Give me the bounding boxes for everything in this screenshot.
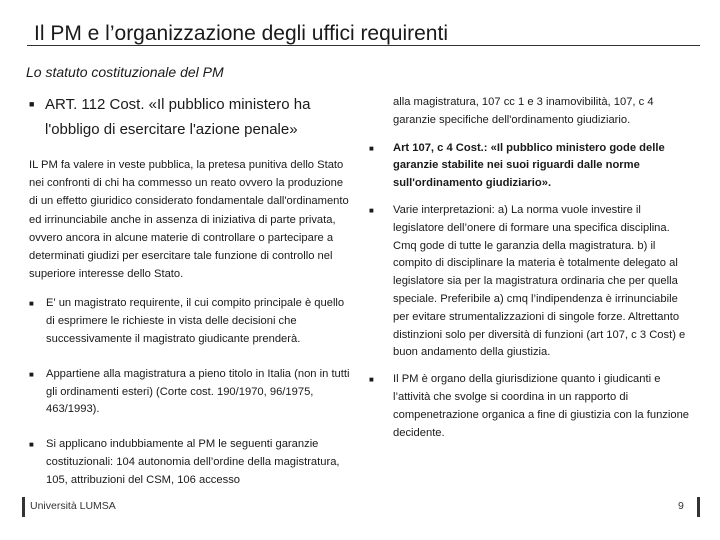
garanzie-text: Si applicano indubbiamente al PM le seguenti garanzie costituzionali: 104 autonomia dell’ordine della magistratura, 105, attribuzioni del CSM, 106 accesso xyxy=(46,438,340,486)
square-bullet-icon xyxy=(369,140,374,158)
footer-institution: Università LUMSA xyxy=(30,500,116,512)
pm-role-paragraph: IL PM fa valere in veste pubblica, la pretesa punitiva dello Stato nei confronti di chi ha commesso un reato ovvero la produzione di un effetto giuridico considerato fondamentale dall'ordinamento ed irrinunciabile anche in assenza di iniziativa di parte privata, ovvero ancora in alcune materie di controllare o partecipare a determinati giudizi per esercitare tale funzione di controllo nel superiore interesse dello Stato. xyxy=(29,159,349,281)
article-112-heading: ART. 112 Cost. «Il pubblico ministero ha l'obbligo di esercitare l'azione penale» xyxy=(45,96,311,138)
garanzie-bullet xyxy=(29,436,353,489)
right-column xyxy=(366,94,694,442)
organo-bullet xyxy=(366,371,694,442)
square-bullet-icon xyxy=(29,366,34,384)
organo-text: Il PM è organo della giurisdizione quanto i giudicanti e l’attività che svolge si coordina in un rapporto di compenetrazione organica a fine di giustizia con la funzione decidente. xyxy=(393,373,690,439)
requirente-bullet xyxy=(29,295,353,348)
page-number: 9 xyxy=(678,500,684,512)
footer-accent-right xyxy=(697,497,700,517)
article-112-bullet xyxy=(29,92,353,142)
square-bullet-icon xyxy=(29,436,34,454)
magistratura-bullet xyxy=(29,366,353,419)
slide-subtitle: Lo statuto costituzionale del PM xyxy=(26,64,224,80)
square-bullet-icon xyxy=(369,371,374,389)
requirente-text: E' un magistrato requirente, il cui compito principale è quello di esprimere le richieste in vista delle decisioni che successivamente il magistrato giudicante prenderà. xyxy=(46,297,345,346)
title-underline xyxy=(27,45,700,46)
left-column xyxy=(29,92,353,490)
magistratura-text: Appartiene alla magistratura a pieno titolo in Italia (non in tutti gli ordinamenti esteri) (Corte cost. 190/1970, 96/1975, 463/1993). xyxy=(46,367,350,416)
slide-title: Il PM e l’organizzazione degli uffici requirenti xyxy=(34,22,448,45)
interpretazioni-text: Varie interpretazioni: a) La norma vuole investire il legislatore dell’onere di formare una specifica disciplina. Cmq gode di tutte le garanzia della magistratura. b) il compito di disciplinare la materia è totalmente delegato al legislatore sia per la magistratura ordinaria che per quella speciale. Preferibile a) cmq l’indipendenza è irrinunciabile per evitare strumentalizzazioni di singole forze. Altrettanto distinzioni solo per diversità di funzioni (art 107, c 3 Cost) e buon andamento della giustizia. xyxy=(393,203,686,359)
footer-accent-left xyxy=(22,497,25,517)
square-bullet-icon xyxy=(29,295,34,313)
art-107-label: Art 107, c 4 Cost. xyxy=(393,141,484,154)
interpretazioni-bullet xyxy=(366,202,694,362)
square-bullet-icon xyxy=(29,92,34,117)
art-107-bullet xyxy=(366,140,694,193)
art-107-quote: : «Il pubblico ministero gode delle garanzie stabilite nei suoi riguardi dalle norme sull'ordinamento giudiziario». xyxy=(393,141,665,190)
square-bullet-icon xyxy=(369,202,374,220)
garanzie-continuation: alla magistratura, 107 cc 1 e 3 inamovibilità, 107, c 4 garanzie specifiche dell'ordinamento giudiziario. xyxy=(393,96,654,126)
